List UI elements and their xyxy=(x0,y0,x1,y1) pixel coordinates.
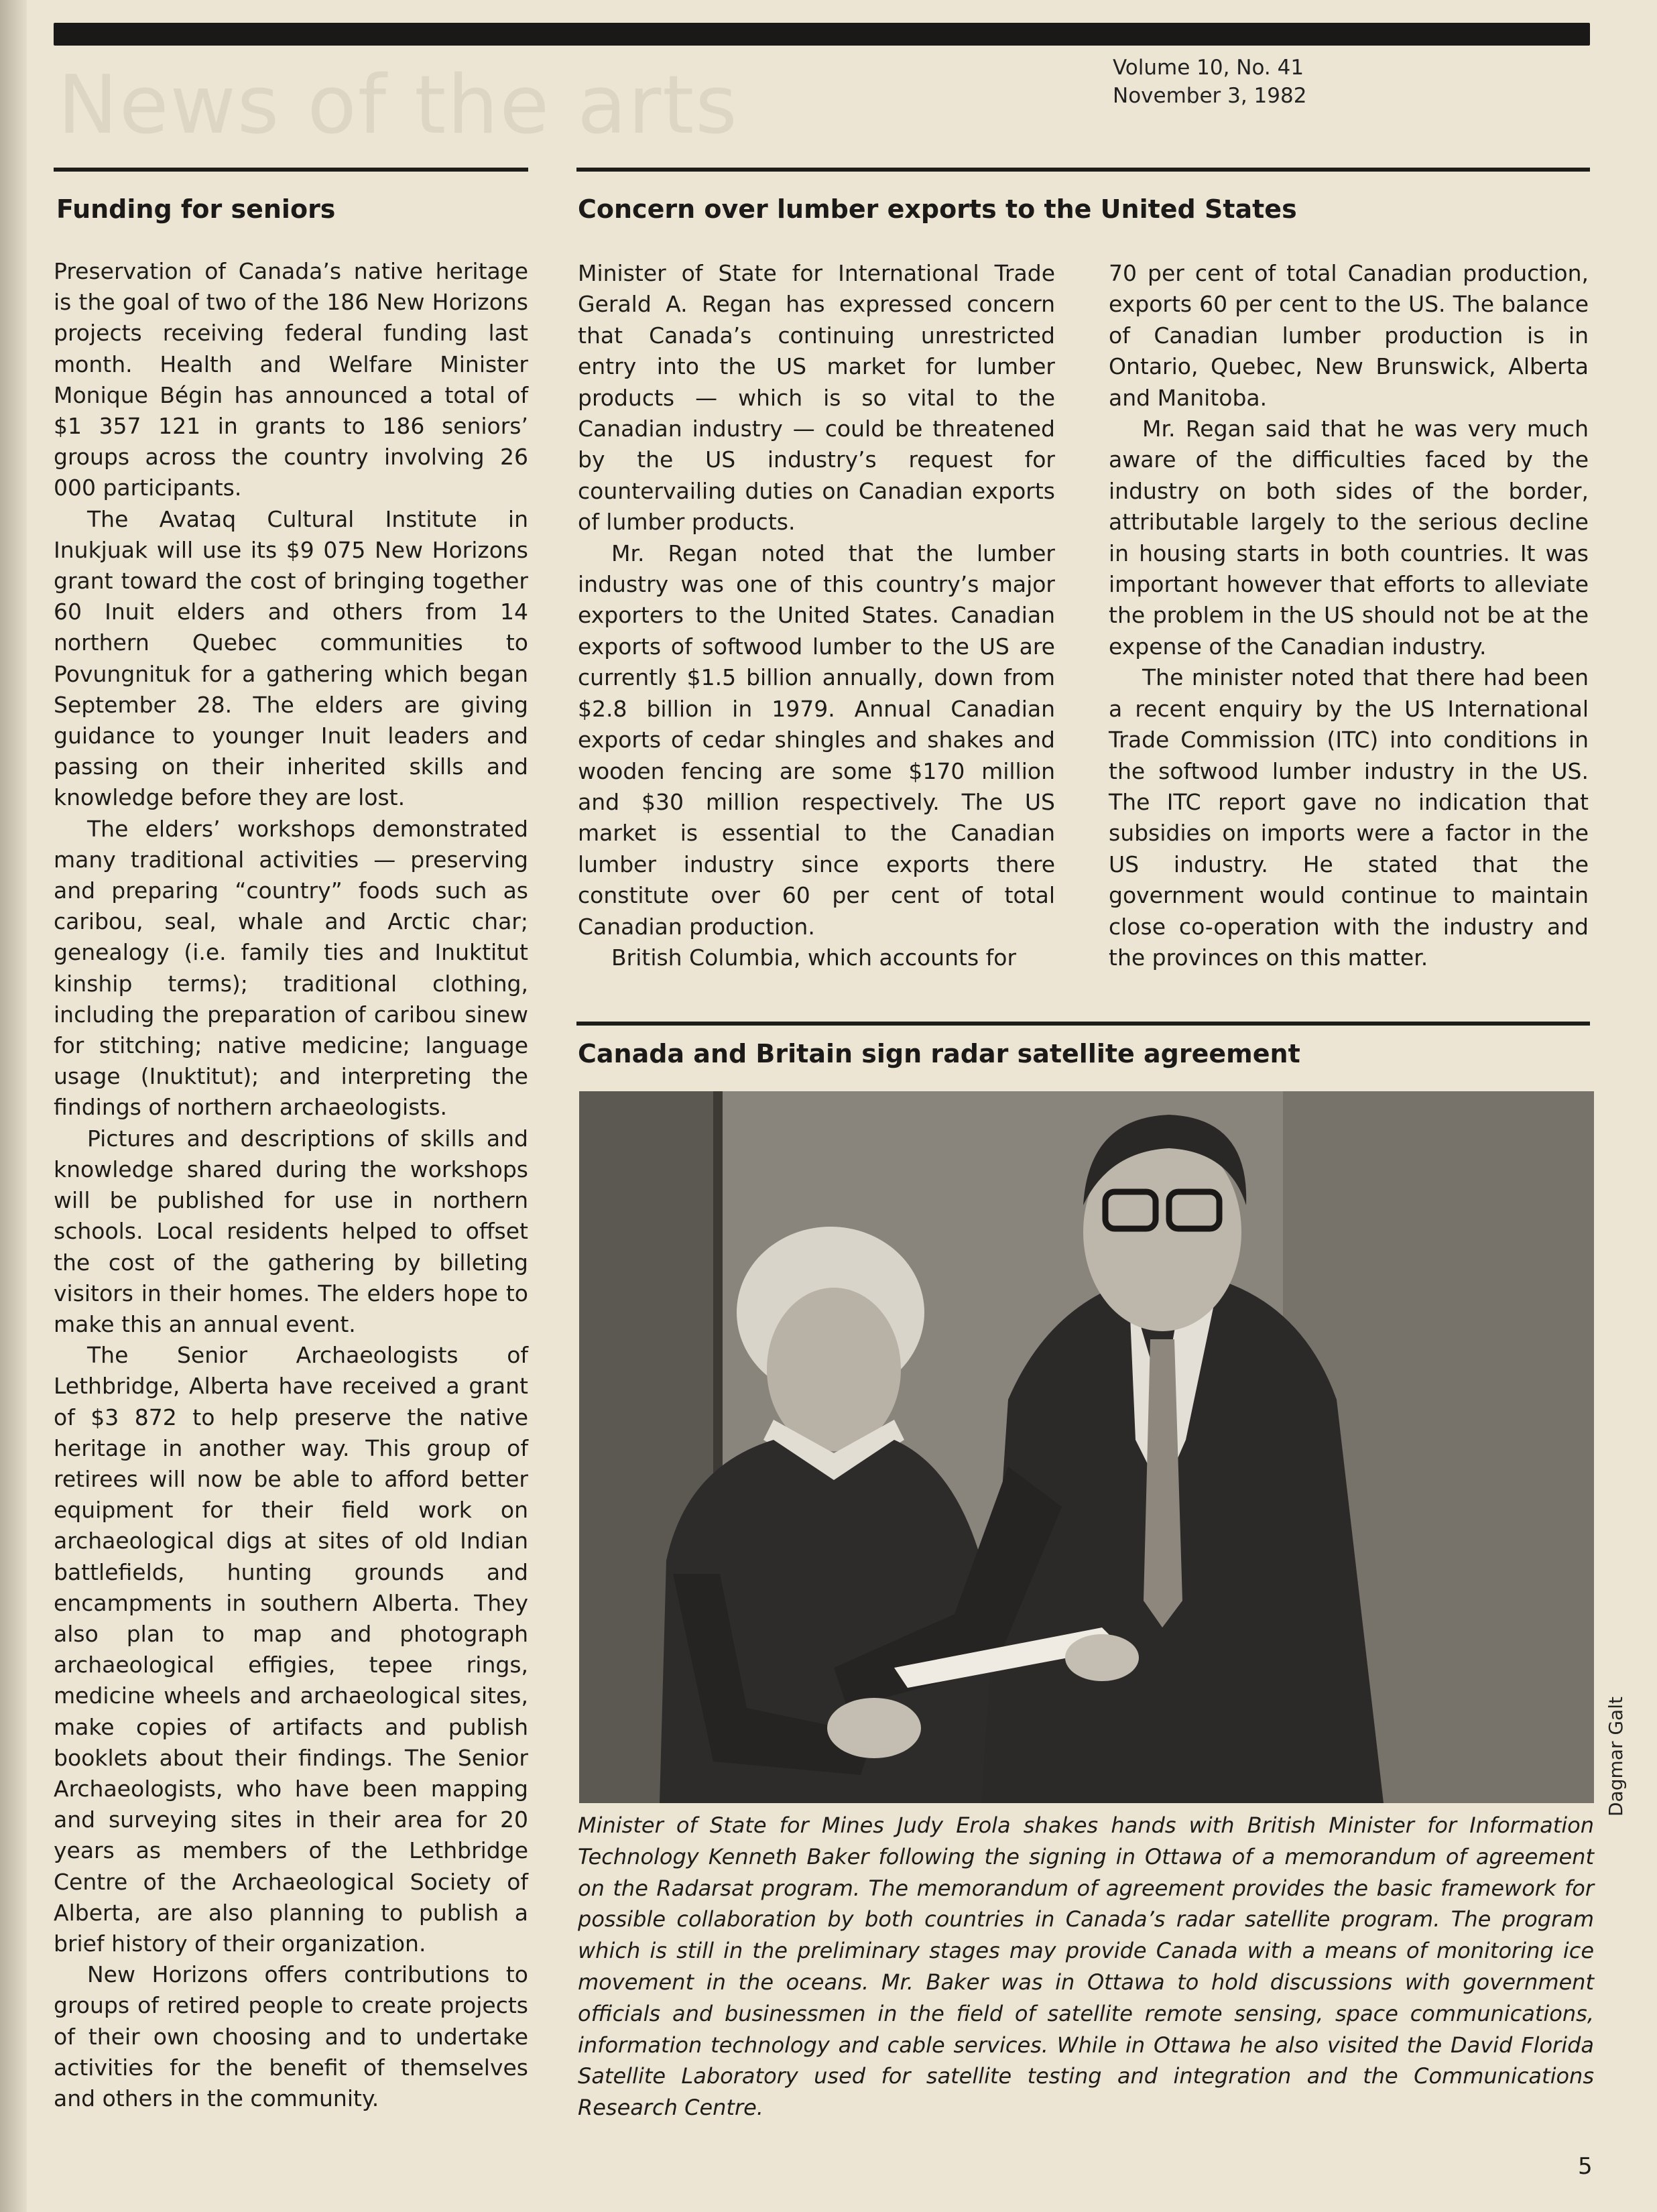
seniors-rule xyxy=(54,168,528,172)
lumber-paragraph: 70 per cent of total Canadian production, exports 60 per cent to the US. The balance of Canadian lumber production is in Ontario, Quebec, New Brunswick, Alberta and Manitoba. xyxy=(1109,260,1589,411)
radar-heading: Canada and Britain sign radar satellite agreement xyxy=(578,1039,1300,1068)
page-number: 5 xyxy=(1578,2153,1593,2180)
issue-info xyxy=(1113,54,1306,110)
seniors-paragraph: The Senior Archaeologists of Lethbridge, Alberta have received a grant of $3 872 to help preserve the native heritage in another way. This group of retirees will now be able to afford better equipment for their field work on archaeological digs at sites of old Indian battlefields, hunting grounds and encampments in southern Alberta. They also plan to map and photograph archaeological effigies, tepee rings, medicine wheels and archaeological sites, make copies of artifacts and publish booklets about their findings. The Senior Archaeologists, who have been mapping and surveying sites in their area for 20 years as members of the Lethbridge Centre of the Archaeological Society of Alberta, are also planning to publish a brief history of their organization. xyxy=(54,1342,528,1957)
issue-volume: Volume 10, No. 41 xyxy=(1113,56,1304,80)
seniors-heading: Funding for seniors xyxy=(56,194,336,224)
lumber-heading: Concern over lumber exports to the United States xyxy=(578,194,1297,224)
lumber-paragraph: Mr. Regan said that he was very much aware of the difficulties faced by the industry on both sides of the border, attributable largely to the serious decline in housing starts in both countries. It was important however that efforts to alleviate the problem in the US should not be at the expense of the Canadian industry. xyxy=(1109,416,1589,660)
photo-caption: Minister of State for Mines Judy Erola shakes hands with British Minister for Information Technology Kenneth Baker following the signing in Ottawa of a memorandum of agreement on the Radarsat program. The memorandum of agreement provides the basic framework for possible collaboration by both countries in Canada’s radar satellite program. The program which is still in the preliminary stages may provide Canada with a means of monitoring ice movement in the oceans. Mr. Baker was in Ottawa to hold discussions with government officials and businessmen in the field of satellite remote sensing, space communications, information technology and cable services. While in Ottawa he also visited the David Florida Satellite Laboratory used for satellite testing and integration and the Communications Research Centre. xyxy=(578,1812,1594,2121)
seniors-paragraph: New Horizons offers contributions to groups of retired people to create projects of their own choosing and to undertake activities for the benefit of themselves and others in the community. xyxy=(54,1961,528,2111)
photo-credit: Dagmar Galt xyxy=(1605,1697,1627,1817)
lumber-paragraph: Mr. Regan noted that the lumber industry was one of this country’s major exporters to the United States. Canadian exports of softwood lumber to the US are currently $1.5 billion annually, down from $2.8 billion in 1979. Annual Canadian exports of cedar shingles and shakes and wooden fencing are some $170 million and $30 million respectively. The US market is essential to the Canadian lumber industry since exports there constitute over 60 per cent of total Canadian production. xyxy=(578,540,1055,940)
lumber-paragraph: British Columbia, which accounts for xyxy=(611,944,1017,971)
issue-date: November 3, 1982 xyxy=(1113,84,1307,108)
seniors-article xyxy=(54,256,528,2114)
seniors-paragraph: The Avataq Cultural Institute in Inukjuak will use its $9 075 New Horizons grant toward the cost of bringing together 60 Inuit elders and others from 14 northern Quebec communities to Povungnituk for a gathering which began September 28. The elders are giving guidance to younger Inuit leaders and passing on their inherited skills and knowledge before they are lost. xyxy=(54,505,528,811)
lumber-column-1 xyxy=(578,258,1055,973)
lumber-paragraph: Minister of State for International Trade Gerald A. Regan has expressed concern that Canada’s continuing unrestricted entry into the US market for lumber products — which is so vital to the Canadian industry — could be threatened by the US industry’s request for countervailing duties on Canadian exports of lumber products. xyxy=(578,260,1055,536)
masthead: News of the arts xyxy=(58,59,739,152)
seniors-paragraph: Pictures and descriptions of skills and knowledge shared during the workshops will be published for use in northern schools. Local residents helped to offset the cost of the gathering by billeting visitors in their homes. The elders hope to make this an annual event. xyxy=(54,1125,528,1337)
seniors-paragraph: The elders’ workshops demonstrated many traditional activities — preserving and preparing “country” foods such as caribou, seal, whale and Arctic char; genealogy (i.e. family ties and Inuktitut kinship terms); traditional clothing, including the preparation of caribou sinew for stitching; native medicine; language usage (Inuktitut); and interpreting the findings of northern archaeologists. xyxy=(54,815,528,1121)
binding-shadow xyxy=(0,0,27,2212)
top-bar xyxy=(54,23,1590,46)
lumber-rule xyxy=(576,168,1590,172)
lumber-paragraph: The minister noted that there had been a recent enquiry by the US International Trade Commission (ITC) into conditions in the softwood lumber industry in the US. The ITC report gave no indication that subsidies on imports were a factor in the US industry. He stated that the government would continue to maintain close co-operation with the industry and the provinces on this matter. xyxy=(1109,664,1589,971)
handshake-photo xyxy=(579,1091,1594,1803)
radar-rule xyxy=(576,1022,1590,1026)
seniors-paragraph: Preservation of Canada’s native heritage is the goal of two of the 186 New Horizons projects receiving federal funding last month. Health and Welfare Minister Monique Bégin has announced a total of $1 357 121 in grants to 186 seniors’ groups across the country involving 26 000 participants. xyxy=(54,258,528,501)
lumber-column-2 xyxy=(1109,258,1589,973)
